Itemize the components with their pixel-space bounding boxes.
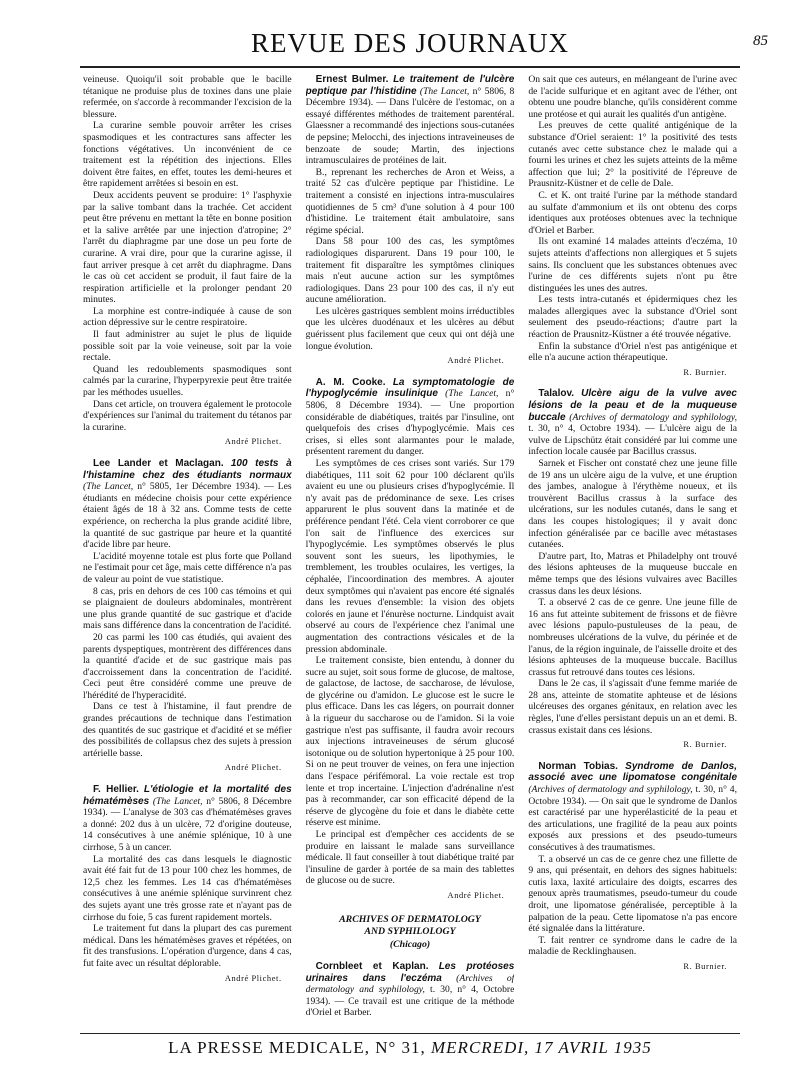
- footer-rule: [80, 1033, 740, 1034]
- article-title: 100 tests à l'histamine chez des étudiants normaux: [83, 458, 292, 481]
- paragraph: Sarnek et Fischer ont constaté chez une jeune fille de 19 ans un ulcère aigu de la vulve, et une éruption des jambes, analogue à l'érythème noueux, et ils trouvèrent Bacillus crassus à la surface des ulcérations, sur les nodules cutanés, dans le sang et dans les coupes histologiques; il y avait donc infection généralisée par ce bacille avec métastases cutanées.: [528, 458, 737, 551]
- paragraph: Deux accidents peuvent se produire: 1° l'asphyxie par la salive tombant dans la trachée. Cet accident peut être prévenu en mettant la tête en bonne position et la salive arrêtée par une injection d'atropine; 2° l'arrêt du diaphragme par une dose un peu forte de curarine. A vrai dire, pour que la curarine agisse, il faut arriver presque à cet arrêt du diaphragme. Dans le cas où cet accident se produit, il faut faire de la respiration artificielle et la prolonger pendant 20 minutes.: [83, 189, 292, 306]
- article-source: (The Lancet,: [445, 388, 499, 400]
- paragraph: T. fait rentrer ce syndrome dans le cadre de la maladie de Recklinghausen.: [528, 934, 737, 958]
- article-text: t. 30, n° 4, Octobre 1934). — L'ulcère aigu de la vulve de Lipschütz était considéré par lui comme une infection locale causée par Bacillus crassus.: [528, 423, 737, 458]
- author-signature: R. Burnier.: [683, 367, 727, 377]
- article-title: Ulcère aigu de la vulve avec lésions de la peau et de la muqueuse buccale: [528, 388, 737, 423]
- footer-date: 17 AVRIL 1935: [534, 1038, 652, 1057]
- paragraph: La curarine semble pouvoir arrêter les crises spasmodiques et les contractures sans affecter les fonctions végétatives. Un inconvénient de ce traitement est la répétition des injections. Elles doivent être faites, en effet, toutes les demi-heures et être rapidement arrêtées si besoin en est.: [83, 120, 292, 190]
- paragraph: La mortalité des cas dans lesquels le diagnostic avait été fait fut de 13 pour 100 chez les hommes, de 12,5 chez les femmes. Les 14 cas d'hématémèses consécutives à une anémie splénique survinrent chez des sujets ayant une très grosse rate et n'ayant pas de cirrhose du foie, 5 cas furent rapidement mortels.: [83, 853, 292, 923]
- author-signature: André Plichet.: [224, 973, 282, 983]
- page-header: [80, 28, 768, 64]
- paragraph: T. a observé 2 cas de ce genre. Une jeune fille de 16 ans fut atteinte subitement de frissons et de fièvre avec lésions papulo-pustuleuses de la peau, de nombreuses ulcérations de la vulve, du périnée et de l'anus, de la région inguinale, de l'aisselle droite et des lésions aphteuses de la muqueuse buccale. Bacillus crassus fut retrouvé dans toutes ces lésions.: [528, 597, 737, 678]
- article-source: (Archives of dermatology and syphilology,: [569, 411, 737, 423]
- article-heading: [83, 784, 292, 854]
- article-title: Le traitement de l'ulcère peptique par l'histidine: [305, 74, 515, 97]
- paragraph: veineuse. Quoiqu'il soit probable que le bacille tétanique ne produise plus de toxines dans une plaie refermée, on s'accorde à recommander l'excision de la blessure.: [83, 74, 292, 120]
- article-text: n° 5806, 8 Décembre 1934). — L'analyse de 303 cas d'hématémèses graves a donné: 202 dus à un ulcère, 72 d'origine douteuse, 14 consécutives à une anémie splénique, 10 à une cirrhose, 5 à un cancer.: [83, 795, 292, 853]
- paragraph: La morphine est contre-indiquée à cause de son action dépressive sur le centre respiratoire.: [83, 305, 292, 329]
- column-left: [83, 74, 292, 1024]
- footer-journal: LA PRESSE MEDICALE, N° 31,: [168, 1038, 426, 1057]
- text-columns: [83, 74, 737, 1024]
- article-heading: [306, 961, 515, 1019]
- section-heading-line: (Chicago): [389, 938, 431, 950]
- article-author: Lee Lander et Maclagan.: [93, 458, 224, 469]
- paragraph: L'acidité moyenne totale est plus forte que Polland ne l'estimait pour cet âge, mais cette différence n'a pas de valeur au point de vue statistique.: [83, 550, 292, 585]
- paragraph: Quand les redoublements spasmodiques sont calmés par la curarine, l'hyperpyrexie peut être traitée par les méthodes usuelles.: [83, 363, 292, 399]
- article-author: Norman Tobias.: [538, 760, 618, 772]
- paragraph: Dans ce test à l'histamine, il faut prendre de grandes précautions de technique dans l'estimation des quantités de suc gastrique et d'acidité et se méfier des possibilités de collapsus chez des sujets à pression artérielle basse.: [83, 701, 292, 759]
- section-heading-line: AND SYPHILOLOGY: [364, 926, 456, 938]
- author-signature: André Plichet.: [224, 437, 282, 447]
- paragraph: Les preuves de cette qualité antigénique de la substance d'Oriel seraient: 1° la positivité des tests cutanés avec cette substance chez le malade qui a fourni les urines et chez les sujets atteints de la même affection que lui; 2° la positivité de l'épreuve de Prausnitz-Küstner et de celle de Dale.: [528, 120, 737, 190]
- paragraph: Les ulcères gastriques semblent moins irréductibles que les ulcères duodénaux et les ulcères au début guérissent plus facilement que ceux qui ont déjà une longue évolution.: [305, 305, 515, 352]
- paragraph: Dans le 2e cas, il s'agissait d'une femme mariée de 28 ans, atteinte de stomatite aphteuse et de lésions ulcéreuses des organes génitaux, en relation avec les règles, l'une d'elles persistant depuis un an et demi. B. crassus existait dans ces lésions.: [528, 678, 737, 736]
- article-author: Talalov.: [538, 388, 575, 400]
- paragraph: T. a observé un cas de ce genre chez une fillette de 9 ans, qui présentait, en dehors des signes habituels: cutis laxa, laxité articulaire des doigts, escarres des genoux après traumatismes, pseudo-tumeur du coude droit, une lipomatose généralisée, perceptible à la palpation de la peau. Cette lipomatose n'a pas encore été signalée dans la littérature.: [528, 853, 737, 935]
- journal-title: REVUE DES JOURNAUX: [250, 28, 569, 58]
- paragraph: Il faut administrer au sujet le plus de liquide possible soit par la voie veineuse, soit par la voie rectale.: [83, 329, 292, 364]
- article-source: (The Lancet,: [152, 795, 203, 807]
- article-text: n° 5806, 8 Décembre 1934). — Dans l'ulcère de l'estomac, on a essayé différentes méthodes de traitement parentéral. Glaessner a recommandé des injections sous-cutanées de pepsine; Melocchi, des injections intraveineuses de benzoate de soude; Martin, des injections intramusculaires de protéines de lait.: [305, 85, 515, 167]
- article-title: Les protéoses urinaires dans l'eczéma: [305, 961, 515, 984]
- paragraph: 20 cas parmi les 100 cas étudiés, qui avaient des parents dyspeptiques, montrèrent des différences dans la quantité d'acide et de suc gastrique mais pas d'accroissement dans la concentration de l'acidité. Ceci peut être considéré comme une preuve de l'hérédité de l'hyperacidité.: [83, 631, 292, 701]
- author-signature: André Plichet.: [224, 763, 282, 773]
- article-source: (The Lancet,: [83, 481, 134, 493]
- header-rule: [80, 66, 740, 68]
- article-text: n° 5806, 8 Décembre 1934). — Une proportion considérable de diabétiques, traités par l'insuline, ont quelquefois des crises d'hypoglycémie. Mais ces crises, si elles sont alarmantes pour le malade, présentent rarement du danger.: [305, 388, 515, 458]
- author-signature: R. Burnier.: [683, 740, 727, 750]
- paragraph: Le traitement fut dans la plupart des cas purement médical. Dans les hématémèses graves et répétées, on fit des transfusions. L'opération d'urgence, dans 4 cas, fut faite avec un résultat déplorable.: [83, 923, 292, 969]
- paragraph: 8 cas, pris en dehors de ces 100 cas témoins et qui se plaignaient de douleurs abdominales, montrèrent une plus grande quantité de suc gastrique et d'acide mais sans différence dans la concentration de l'acidité.: [83, 585, 292, 632]
- article-heading: [83, 458, 292, 551]
- author-signature: André Plichet.: [447, 890, 505, 900]
- article-heading: [306, 74, 515, 167]
- article-author: Ernest Bulmer.: [315, 74, 389, 85]
- page-number: 85: [753, 33, 768, 49]
- article-title: Syndrome de Danlos, associé avec une lipomatose congénitale: [528, 760, 737, 784]
- article-source: (Archives of dermatology and syphilology,: [528, 784, 693, 796]
- article-text: t. 30, n° 4, Octobre 1934). — On sait que le syndrome de Danlos est caractérisé par une hyperélasticité de la peau et des articulations, une fragilité de la peau aux points exposés aux pressions et des pseudo-tumeurs consécutives à des traumatismes.: [528, 784, 737, 853]
- article-source: (Archives of dermatology and syphilology,: [305, 972, 515, 996]
- paragraph: Enfin la substance d'Oriel n'est pas antigénique et elle n'a aucune action thérapeutique.: [528, 340, 737, 364]
- paragraph: B., reprenant les recherches de Aron et Weiss, a traité 52 cas d'ulcère peptique par l'histidine. Le traitement a consisté en injections intra-musculaires quotidiennes de 5 cm³ d'une solution à 4 pour 100 d'histidine. Le traitement était ambulatoire, sans régime spécial.: [305, 166, 515, 236]
- article-text: n° 5805, 1er Décembre 1934). — Les étudiants en médecine choisis pour cette expérience étaient âgés de 18 à 32 ans. Comme tests de cette expérience, on rechercha la plus grande acidité libre, la quantité de suc gastrique par heure et la quantité d'acide libre par heure.: [83, 481, 292, 551]
- paragraph: Le principal est d'empêcher ces accidents de se produire en laissant le malade sans surveillance médicale. Il faut conseiller à tout diabétique traité par l'insuline de garder à portée de sa main des tablettes de glucose ou de sucre.: [305, 829, 515, 887]
- paragraph: Les tests intra-cutanés et épidermiques chez les malades allergiques avec la substance d'Oriel sont seulement des pseudo-réactions; d'autre part la réaction de Prausnitz-Küstner a été trouvée négative.: [528, 294, 737, 341]
- paragraph: Dans 58 pour 100 des cas, les symptômes radiologiques disparurent. Dans 19 pour 100, le traitement fit disparaître les symptômes cliniques mais n'eut aucune action sur les symptômes radiologiques. Dans 23 pour 100 des cas, il n'y eut aucune amélioration.: [305, 236, 515, 306]
- article-heading: [306, 377, 515, 458]
- paragraph: Les symptômes de ces crises sont variés. Sur 179 diabétiques, 111 soit 62 pour 100 déclarent qu'ils avaient eu une ou plusieurs crises d'hypoglycémie. Il n'y avait pas de prédominance de sexe. Les crises apparurent le plus souvent dans la matinée et de préférence pendant l'été. Cela vient corroborer ce que l'on sait de l'influence des exercices sur l'hypoglycémie. Les symptômes observés le plus souvent sont les sueurs, les lipothymies, le tremblement, les troubles oculaires, les vertiges, la céphalée, l'incoordination des membres. A ajouter deux symptômes qui n'avaient pas encore été signalés dans les revues d'ensemble: la vision des objets colorés en jaune et l'énurèse nocturne. Lindquist avait observé au cours de l'expérience chez l'animal une augmentation des contractions vésicales et de la pression abdominale.: [305, 458, 515, 655]
- author-signature: André Plichet.: [447, 356, 505, 366]
- paragraph: Le traitement consiste, bien entendu, à donner du sucre au sujet, soit sous forme de glucose, de maltose, de galactose, de lactose, de saccharose, de lévulose, de glycérine ou d'amidon. Le glucose est le sucre le plus efficace. Dans les cas légers, on pourrait donner à la rigueur du saccharose ou de l'amidon. Si la voie gastrique n'est pas suffisante, il faudra avoir recours aux injections intraveineuses de sérum glucosé isotonique ou de solution hypertonique à 25 pour 100. Si on ne peut trouver de veines, on fera une injection dans l'espace périfémoral. La voie rectale est trop lente et trop incertaine. L'injection d'adrénaline n'est pas à recommander, car son efficacité dépend de la réserve de glycogène du foie et dans le diabète cette réserve est minime.: [305, 655, 515, 829]
- paragraph: D'autre part, Ito, Matras et Philadelphy ont trouvé des lésions aphteuses de la muqueuse buccale en même temps que des lésions vulvaires avec Bacilles crassus dans les deux lésions.: [528, 550, 737, 597]
- page-footer: [80, 1038, 740, 1058]
- paragraph: Ils ont examiné 14 malades atteints d'eczéma, 10 sujets atteints d'affections non allergiques et 5 sujets sains. Ils concluent que les substances obtenues avec l'urine de ces différents sujets n'ont pu être distinguées les unes des autres.: [528, 236, 737, 294]
- section-heading: [306, 914, 515, 952]
- footer-day: MERCREDI,: [431, 1038, 530, 1057]
- paragraph: Dans cet article, on trouvera également le protocole d'expériences sur l'animal du traitement du tétanos par la curarine.: [83, 398, 292, 433]
- article-author: A. M. Cooke.: [315, 376, 386, 388]
- section-heading-line: ARCHIVES OF DERMATOLOGY: [339, 913, 481, 925]
- article-title: La symptomatologie de l'hypoglycémie insulinique: [305, 376, 515, 400]
- article-source: (The Lancet,: [419, 85, 470, 97]
- paragraph: C. et K. ont traité l'urine par la méthode standard au sulfate d'ammonium et ils ont obtenu des corps identiques aux protéoses obtenues avec la technique d'Oriel et Barber.: [528, 189, 737, 236]
- author-signature: R. Burnier.: [683, 961, 727, 971]
- article-title: L'étiologie et la mortalité des hématémèses: [83, 784, 292, 807]
- article-heading: [528, 388, 737, 458]
- article-heading: [528, 761, 737, 854]
- article-author: F. Hellier.: [93, 784, 139, 796]
- article-author: Cornbleet et Kaplan.: [315, 961, 429, 973]
- column-middle: [306, 74, 515, 1024]
- paragraph: On sait que ces auteurs, en mélangeant de l'urine avec de l'acide sulfurique et en agitant avec de l'éther, ont obtenu une poudre blanche, qu'ils considèrent comme une protéose et qui aurait les qualités d'un antigène.: [528, 74, 737, 120]
- article-text: t. 30, n° 4, Octobre 1934). — Ce travail est une critique de la méthode d'Oriel et Barber.: [305, 984, 515, 1019]
- column-right: [528, 74, 737, 1024]
